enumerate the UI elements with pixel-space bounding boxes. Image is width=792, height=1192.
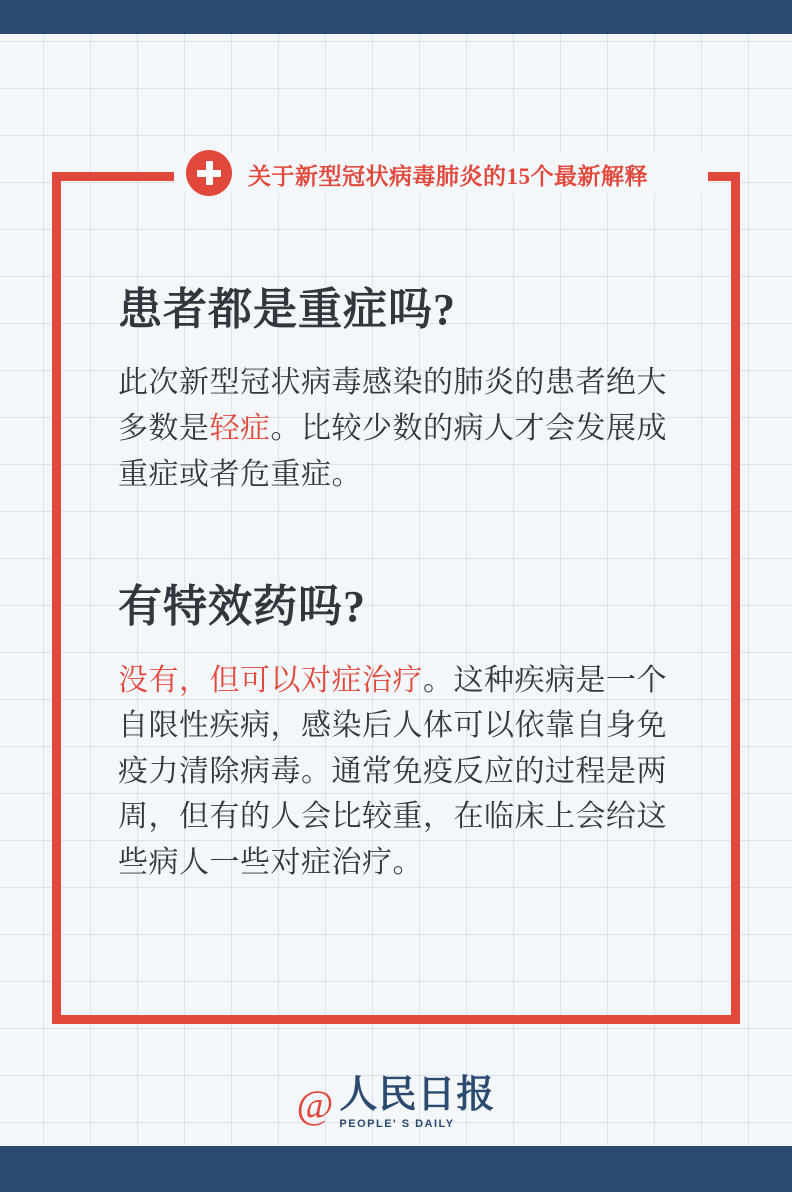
footer-logo [0, 1076, 792, 1130]
top-bar [0, 0, 792, 34]
bottom-bar [0, 1146, 792, 1192]
page-title: 关于新型冠状病毒肺炎的15个最新解释 [248, 164, 648, 189]
content-area [118, 286, 684, 886]
answer-2-part-2: 。这种疾病是一个自限性疾病，感染后人体可以依靠自身免疫力清除病毒。通常免疫反应的过程是两周，但有的人会比较重，在临床上会给这些病人一些对症治疗。 [118, 663, 667, 879]
answer-body-2 [118, 658, 684, 886]
logo-english-name: PEOPLE' S DAILY [339, 1118, 455, 1130]
answer-2-highlight: 没有，但可以对症治疗 [118, 663, 423, 697]
question-title-2: 有特效药吗? [118, 582, 366, 632]
answer-body-1 [118, 360, 684, 497]
answer-1-part-3: 。比较少数的病人才会发展成重症或者危重症。 [118, 411, 667, 491]
qa-block-1 [118, 286, 684, 497]
answer-1-highlight: 轻症 [209, 411, 271, 445]
logo-text-wrap [339, 1076, 495, 1130]
at-symbol-icon: @ [296, 1082, 334, 1127]
answer-1-part-1: 此次新型冠状病毒感染的肺炎的患者绝大多数是 [118, 366, 667, 445]
medical-cross-icon [186, 150, 232, 196]
qa-block-2 [118, 583, 684, 885]
logo-chinese-name: 人民日报 [339, 1074, 496, 1116]
logo-group [297, 1076, 496, 1130]
question-title-1: 患者都是重症吗? [118, 285, 456, 334]
